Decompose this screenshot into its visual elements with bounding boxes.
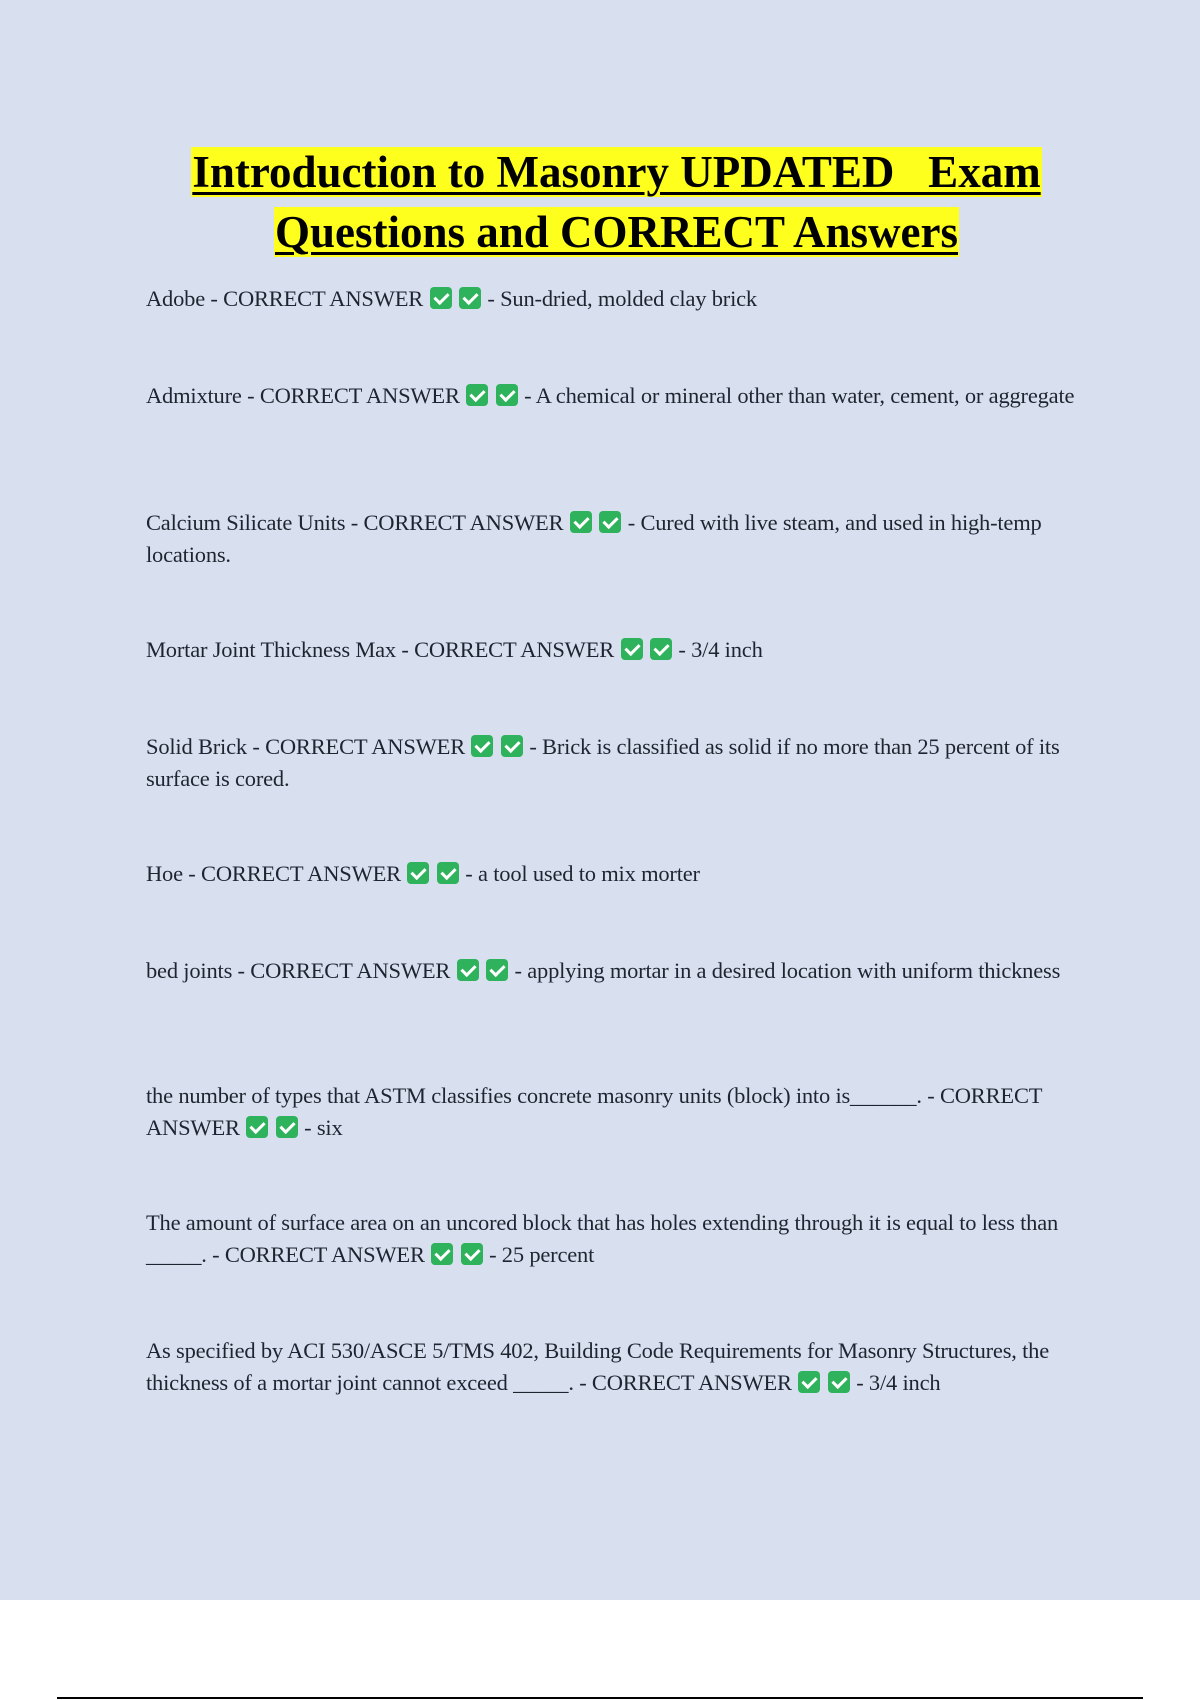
qa-answer: - 3/4 inch <box>678 637 763 662</box>
check-mark-icon <box>650 638 672 660</box>
qa-answer: - A chemical or mineral other than water, cement, or aggregate <box>524 383 1075 408</box>
qa-item <box>146 1335 1081 1399</box>
qa-question: Admixture - <box>146 383 260 408</box>
title-line-1: Introduction to Masonry UPDATED Exam <box>192 147 1041 197</box>
check-mark-icon <box>828 1371 850 1393</box>
check-mark-icon <box>459 287 481 309</box>
qa-item <box>146 731 1081 795</box>
check-mark-icon <box>471 735 493 757</box>
answer-marker: CORRECT ANSWER <box>224 1242 425 1267</box>
qa-answer: - Brick is classified as solid if no more than 25 percent of its surface is cored. <box>146 734 1060 791</box>
qa-item <box>146 380 1081 412</box>
answer-marker: CORRECT ANSWER <box>591 1370 792 1395</box>
qa-question: The amount of surface area on an uncored block that has holes extending through it is equal to less than _____. - <box>146 1210 1059 1267</box>
check-mark-icon <box>457 959 479 981</box>
qa-answer: - Cured with live steam, and used in high-temp locations. <box>146 510 1042 567</box>
check-mark-icon <box>599 511 621 533</box>
check-mark-icon <box>486 959 508 981</box>
qa-question: As specified by ACI 530/ASCE 5/TMS 402, Building Code Requirements for Masonry Structures, the thickness of a mortar joint cannot exceed _____. - <box>146 1338 1049 1395</box>
check-mark-icon <box>246 1116 268 1138</box>
qa-question: the number of types that ASTM classifies concrete masonry units (block) into is______. - <box>146 1083 940 1108</box>
qa-answer: - six <box>304 1115 343 1140</box>
qa-answer: - 3/4 inch <box>856 1370 941 1395</box>
answer-marker: CORRECT ANSWER <box>265 734 466 759</box>
qa-question: Hoe - <box>146 861 202 886</box>
answer-marker: CORRECT ANSWER <box>259 383 460 408</box>
qa-item <box>146 634 1081 666</box>
check-mark-icon <box>496 384 518 406</box>
check-mark-icon <box>798 1371 820 1393</box>
qa-item <box>146 283 1081 315</box>
check-mark-icon <box>407 862 429 884</box>
qa-question: Adobe - <box>146 286 224 311</box>
check-mark-icon <box>437 862 459 884</box>
check-mark-icon <box>461 1243 483 1265</box>
qa-item <box>146 1207 1081 1271</box>
qa-answer: - Sun-dried, molded clay brick <box>487 286 757 311</box>
check-mark-icon <box>501 735 523 757</box>
answer-marker: CORRECT ANSWER <box>201 861 401 886</box>
check-mark-icon <box>276 1116 298 1138</box>
qa-question: Mortar Joint Thickness Max - <box>146 637 415 662</box>
answer-marker: CORRECT ANSWER <box>223 286 424 311</box>
check-mark-icon <box>430 287 452 309</box>
qa-answer: - a tool used to mix morter <box>465 861 700 886</box>
qa-item <box>146 955 1081 987</box>
check-mark-icon <box>466 384 488 406</box>
qa-question: bed joints - <box>146 958 251 983</box>
title-line-2: Questions and CORRECT Answers <box>274 207 959 257</box>
qa-question: Calcium Silicate Units - <box>146 510 364 535</box>
document-title <box>140 142 1093 262</box>
check-mark-icon <box>621 638 643 660</box>
qa-answer: - 25 percent <box>489 1242 595 1267</box>
check-mark-icon <box>570 511 592 533</box>
answer-marker: CORRECT ANSWER <box>250 958 451 983</box>
answer-marker: CORRECT ANSWER <box>363 510 564 535</box>
footer-divider <box>57 1697 1143 1699</box>
qa-item <box>146 507 1081 571</box>
answer-marker: CORRECT ANSWER <box>146 1083 1042 1140</box>
qa-item <box>146 858 1081 890</box>
qa-answer: - applying mortar in a desired location with uniform thickness <box>514 958 1061 983</box>
qa-item <box>146 1080 1081 1144</box>
answer-marker: CORRECT ANSWER <box>414 637 615 662</box>
check-mark-icon <box>431 1243 453 1265</box>
qa-question: Solid Brick - <box>146 734 266 759</box>
